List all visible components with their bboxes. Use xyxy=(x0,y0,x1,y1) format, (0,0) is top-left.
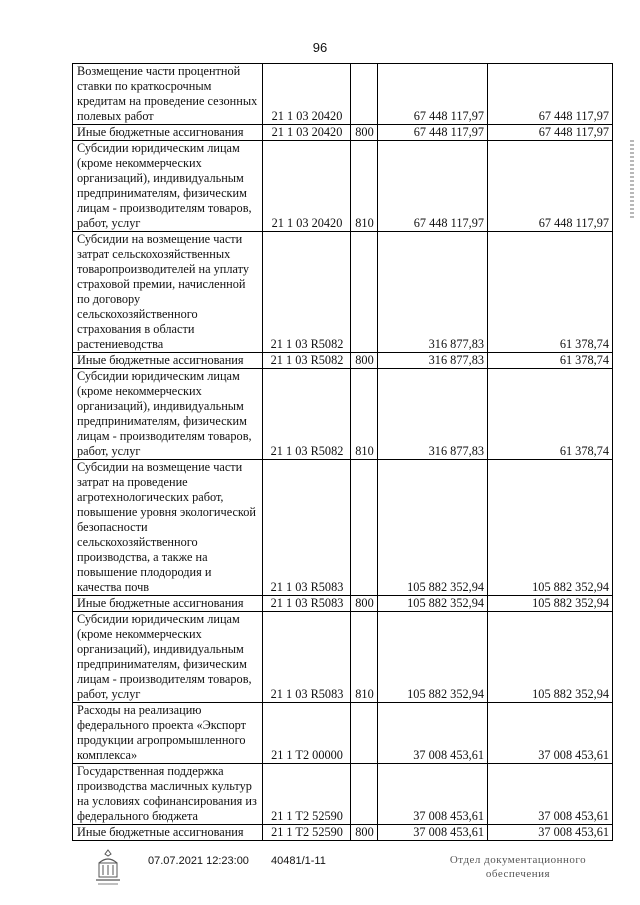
row-code: 21 1 03 20420 xyxy=(263,64,351,125)
table-row xyxy=(73,141,613,232)
row-expense-type: 800 xyxy=(351,353,378,369)
row-amount-2: 67 448 117,97 xyxy=(488,125,613,141)
row-code: 21 1 T2 52590 xyxy=(263,764,351,825)
row-amount-1: 316 877,83 xyxy=(378,232,488,353)
row-description: Субсидии юридическим лицам (кроме некоммерческих организаций), индивидуальным предпринимателям, физическим лицам - производителям товаров, работ, услуг xyxy=(73,612,263,703)
row-expense-type xyxy=(351,764,378,825)
row-code: 21 1 03 20420 xyxy=(263,125,351,141)
row-description: Субсидии юридическим лицам (кроме некоммерческих организаций), индивидуальным предпринимателям, физическим лицам - производителям товаров, работ, услуг xyxy=(73,369,263,460)
row-amount-2: 61 378,74 xyxy=(488,232,613,353)
row-expense-type xyxy=(351,232,378,353)
row-expense-type xyxy=(351,460,378,596)
row-code: 21 1 03 R5082 xyxy=(263,353,351,369)
row-code: 21 1 03 R5083 xyxy=(263,460,351,596)
row-expense-type xyxy=(351,64,378,125)
footer-department-line2: обеспечения xyxy=(485,868,551,880)
table-row xyxy=(73,460,613,596)
row-description: Государственная поддержка производства масличных культур на условиях софинансирования из федерального бюджета xyxy=(73,764,263,825)
row-amount-1: 316 877,83 xyxy=(378,369,488,460)
row-amount-1: 67 448 117,97 xyxy=(378,141,488,232)
row-amount-2: 37 008 453,61 xyxy=(488,825,613,841)
footer-date: 07.07.2021 12:23:00 xyxy=(148,855,249,867)
row-code: 21 1 03 R5083 xyxy=(263,612,351,703)
row-expense-type: 810 xyxy=(351,369,378,460)
row-expense-type: 800 xyxy=(351,125,378,141)
row-description: Субсидии на возмещение части затрат сельскохозяйственных товаропроизводителей на уплату страховой премии, начисленной по договору сельскохозяйственного страхования в области растениеводства xyxy=(73,232,263,353)
footer-department-stamp xyxy=(438,853,598,881)
row-code: 21 1 03 R5083 xyxy=(263,596,351,612)
row-expense-type: 810 xyxy=(351,612,378,703)
row-amount-1: 37 008 453,61 xyxy=(378,764,488,825)
row-description: Иные бюджетные ассигнования xyxy=(73,825,263,841)
row-amount-1: 316 877,83 xyxy=(378,353,488,369)
row-amount-2: 67 448 117,97 xyxy=(488,141,613,232)
budget-table xyxy=(72,63,613,841)
row-description: Субсидии юридическим лицам (кроме некоммерческих организаций), индивидуальным предпринимателям, физическим лицам - производителям товаров, работ, услуг xyxy=(73,141,263,232)
table-row xyxy=(73,64,613,125)
row-expense-type: 800 xyxy=(351,825,378,841)
row-amount-2: 61 378,74 xyxy=(488,369,613,460)
row-amount-2: 61 378,74 xyxy=(488,353,613,369)
table-row xyxy=(73,596,613,612)
row-amount-2: 37 008 453,61 xyxy=(488,703,613,764)
row-description: Возмещение части процентной ставки по краткосрочным кредитам на проведение сезонных полевых работ xyxy=(73,64,263,125)
scan-edge-mark xyxy=(630,140,634,220)
table-row xyxy=(73,232,613,353)
table-row xyxy=(73,825,613,841)
row-expense-type xyxy=(351,703,378,764)
row-amount-1: 67 448 117,97 xyxy=(378,125,488,141)
table-row xyxy=(73,612,613,703)
row-code: 21 1 T2 52590 xyxy=(263,825,351,841)
row-amount-2: 105 882 352,94 xyxy=(488,612,613,703)
row-amount-2: 37 008 453,61 xyxy=(488,764,613,825)
footer-doc-number: 40481/1-11 xyxy=(271,855,326,867)
row-amount-2: 105 882 352,94 xyxy=(488,596,613,612)
row-amount-1: 105 882 352,94 xyxy=(378,612,488,703)
row-description: Иные бюджетные ассигнования xyxy=(73,125,263,141)
row-amount-1: 105 882 352,94 xyxy=(378,460,488,596)
page-footer xyxy=(0,845,640,900)
row-code: 21 1 03 R5082 xyxy=(263,232,351,353)
emblem-icon xyxy=(93,847,123,889)
row-description: Субсидии на возмещение части затрат на проведение агротехнологических работ, повышение уровня экологической безопасности сельскохозяйственного производства, а также на повышение плодородия и качества почв xyxy=(73,460,263,596)
row-code: 21 1 03 20420 xyxy=(263,141,351,232)
row-code: 21 1 T2 00000 xyxy=(263,703,351,764)
footer-department-line1: Отдел документационного xyxy=(449,854,587,866)
row-amount-1: 67 448 117,97 xyxy=(378,64,488,125)
budget-table-body xyxy=(73,64,613,841)
row-amount-1: 105 882 352,94 xyxy=(378,596,488,612)
row-amount-2: 67 448 117,97 xyxy=(488,64,613,125)
table-row xyxy=(73,353,613,369)
row-amount-2: 105 882 352,94 xyxy=(488,460,613,596)
table-row xyxy=(73,703,613,764)
row-description: Иные бюджетные ассигнования xyxy=(73,596,263,612)
row-amount-1: 37 008 453,61 xyxy=(378,703,488,764)
table-row xyxy=(73,764,613,825)
row-description: Расходы на реализацию федерального проекта «Экспорт продукции агропромышленного комплекса» xyxy=(73,703,263,764)
row-expense-type: 800 xyxy=(351,596,378,612)
table-row xyxy=(73,125,613,141)
table-row xyxy=(73,369,613,460)
row-expense-type: 810 xyxy=(351,141,378,232)
row-amount-1: 37 008 453,61 xyxy=(378,825,488,841)
page-number: 96 xyxy=(312,40,328,55)
row-description: Иные бюджетные ассигнования xyxy=(73,353,263,369)
row-code: 21 1 03 R5082 xyxy=(263,369,351,460)
